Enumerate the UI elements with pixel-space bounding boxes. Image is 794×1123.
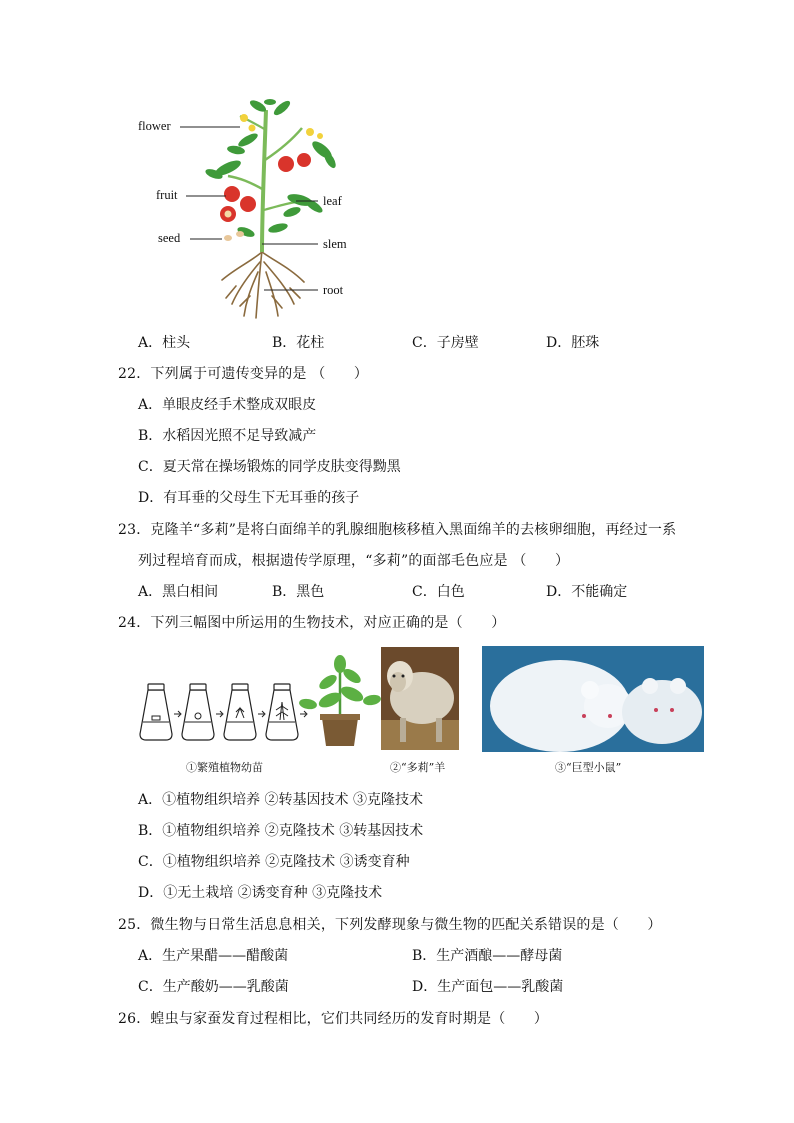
q24-option-a: A．①植物组织培养 ②转基因技术 ③克隆技术	[138, 792, 424, 808]
label-fruit: fruit	[156, 188, 178, 202]
q22-option-a: A．单眼皮经手术整成双眼皮	[138, 397, 317, 413]
caption-figure-2: ②“多莉”羊	[390, 761, 446, 774]
caption-figure-3: ③“巨型小鼠”	[555, 761, 622, 774]
q25-option-a: A．生产果醋——醋酸菌	[138, 948, 289, 964]
q23-option-c: C．白色	[412, 584, 465, 600]
q25-option-c: C．生产酸奶——乳酸菌	[138, 979, 289, 995]
q22-option-c: C．夏天常在操场锻炼的同学皮肤变得黝黑	[138, 459, 401, 475]
q22-option-d: D．有耳垂的父母生下无耳垂的孩子	[138, 490, 360, 506]
label-seed: seed	[158, 231, 181, 245]
q24-option-c: C．①植物组织培养 ②克隆技术 ③诱变育种	[138, 854, 410, 870]
q22-stem: 22．下列属于可遗传变异的是 （ ）	[118, 366, 369, 382]
q22-option-b: B．水稻因光照不足导致减产	[138, 428, 317, 444]
q24-stem: 24．下列三幅图中所运用的生物技术，对应正确的是（ ）	[118, 615, 506, 631]
q23-stem-line1: 23．克隆羊“多莉”是将白面绵羊的乳腺细胞核移植入黑面绵羊的去核卵细胞，再经过一系	[118, 522, 677, 538]
q24-option-b: B．①植物组织培养 ②克隆技术 ③转基因技术	[138, 823, 424, 839]
q23-option-d: D．不能确定	[546, 584, 628, 600]
q23-option-b: B．黑色	[272, 584, 325, 600]
q23-option-a: A．黑白相间	[138, 584, 219, 600]
q21-option-d: D．胚珠	[546, 335, 600, 351]
q21-option-a: A．柱头	[138, 335, 191, 351]
q23-stem-line2: 列过程培育而成，根据遗传学原理，“多莉”的面部毛色应是 （ ）	[138, 553, 570, 569]
q21-option-b: B．花柱	[272, 335, 325, 351]
label-leaf: leaf	[323, 194, 342, 208]
q21-option-c: C．子房壁	[412, 335, 479, 351]
label-flower: flower	[138, 119, 171, 133]
q25-option-b: B．生产酒酿——酵母菌	[412, 948, 563, 964]
caption-figure-1: ①繁殖植物幼苗	[186, 761, 263, 774]
q26-stem: 26．蝗虫与家蚕发育过程相比，它们共同经历的发育时期是（ ）	[118, 1011, 549, 1027]
q24-option-d: D．①无土栽培 ②诱变育种 ③克隆技术	[138, 885, 383, 901]
q25-stem: 25．微生物与日常生活息息相关，下列发酵现象与微生物的匹配关系错误的是（ ）	[118, 917, 662, 933]
label-root: root	[323, 283, 344, 297]
q25-option-d: D．生产面包——乳酸菌	[412, 979, 564, 995]
label-stem: slem	[323, 237, 347, 251]
